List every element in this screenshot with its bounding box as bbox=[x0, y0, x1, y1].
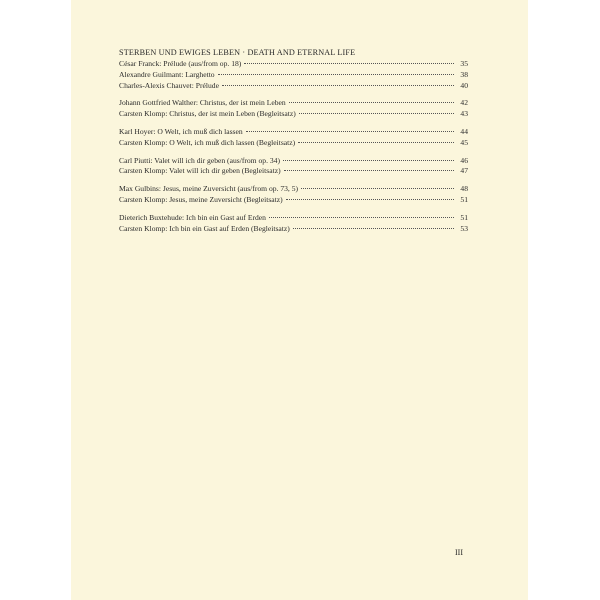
toc-entry-page: 35 bbox=[460, 59, 468, 68]
toc-group bbox=[119, 98, 468, 120]
toc-entry-title: Carsten Klomp: Valet will ich dir geben (Begleitsatz) bbox=[119, 166, 281, 176]
dot-leader bbox=[269, 217, 454, 218]
toc-entry bbox=[119, 59, 468, 70]
toc-entry bbox=[119, 81, 468, 92]
toc-groups bbox=[119, 59, 468, 234]
toc-entry bbox=[119, 195, 468, 206]
dot-leader bbox=[286, 199, 454, 200]
dot-leader bbox=[299, 113, 454, 114]
toc-entry-page: 48 bbox=[460, 184, 468, 194]
toc-entry bbox=[119, 184, 468, 195]
toc-entry bbox=[119, 166, 468, 177]
toc-entry-title: César Franck: Prélude (aus/from op. 18) bbox=[119, 59, 242, 68]
toc-entry bbox=[119, 127, 468, 138]
toc-entry-page: 53 bbox=[460, 223, 468, 233]
toc-entry bbox=[119, 156, 468, 167]
toc-entry bbox=[119, 224, 468, 235]
toc-entry-page: 46 bbox=[460, 155, 468, 165]
dot-leader bbox=[293, 228, 454, 229]
toc-entry-page: 40 bbox=[460, 80, 468, 90]
toc-entry-title: Max Gulbins: Jesus, meine Zuversicht (aus/from op. 73, 5) bbox=[119, 184, 299, 194]
toc-group bbox=[119, 59, 468, 91]
dot-leader bbox=[244, 63, 454, 64]
toc-entry-page: 51 bbox=[460, 194, 468, 204]
page bbox=[71, 0, 528, 600]
toc-entry-page: 44 bbox=[460, 126, 468, 136]
dot-leader bbox=[222, 85, 454, 86]
toc-entry-title: Carsten Klomp: Ich bin ein Gast auf Erden (Begleitsatz) bbox=[119, 223, 290, 233]
toc-entry-title: Alexandre Guilmant: Larghetto bbox=[119, 69, 215, 79]
dot-leader bbox=[246, 131, 454, 132]
toc-entry-title: Carsten Klomp: Jesus, meine Zuversicht (Begleitsatz) bbox=[119, 194, 283, 204]
toc-group bbox=[119, 156, 468, 178]
toc-entry-page: 42 bbox=[460, 98, 468, 108]
page-number: III bbox=[455, 548, 463, 557]
toc-entry-title: Charles-Alexis Chauvet: Prélude bbox=[119, 80, 219, 90]
toc-entry-page: 47 bbox=[460, 166, 468, 176]
toc-entry bbox=[119, 109, 468, 120]
toc-entry bbox=[119, 138, 468, 149]
toc-entry-page: 45 bbox=[460, 137, 468, 147]
toc-entry-title: Karl Hoyer: O Welt, ich muß dich lassen bbox=[119, 126, 243, 136]
dot-leader bbox=[218, 74, 454, 75]
toc-entry bbox=[119, 70, 468, 81]
toc-entry-title: Carsten Klomp: Christus, der ist mein Leben (Begleitsatz) bbox=[119, 109, 296, 119]
toc-entry-page: 38 bbox=[460, 69, 468, 79]
toc-entry-page: 43 bbox=[460, 109, 468, 119]
toc-group bbox=[119, 127, 468, 149]
dot-leader bbox=[289, 102, 454, 103]
dot-leader bbox=[284, 170, 454, 171]
toc-entry bbox=[119, 98, 468, 109]
toc-entry-title: Carl Piutti: Valet will ich dir geben (aus/from op. 34) bbox=[119, 155, 280, 165]
toc-entry-title: Dieterich Buxtehude: Ich bin ein Gast auf Erden bbox=[119, 212, 266, 222]
section-heading: STERBEN UND EWIGES LEBEN · DEATH AND ETERNAL LIFE bbox=[119, 48, 356, 57]
dot-leader bbox=[298, 142, 454, 143]
toc-entry-title: Carsten Klomp: O Welt, ich muß dich lassen (Begleitsatz) bbox=[119, 137, 296, 147]
toc-entry bbox=[119, 213, 468, 224]
dot-leader bbox=[283, 160, 454, 161]
table-of-contents bbox=[119, 47, 468, 241]
toc-entry-title: Johann Gottfried Walther: Christus, der ist mein Leben bbox=[119, 98, 286, 108]
toc-group bbox=[119, 184, 468, 206]
dot-leader bbox=[301, 188, 454, 189]
toc-group bbox=[119, 213, 468, 235]
toc-entry-page: 51 bbox=[460, 212, 468, 222]
